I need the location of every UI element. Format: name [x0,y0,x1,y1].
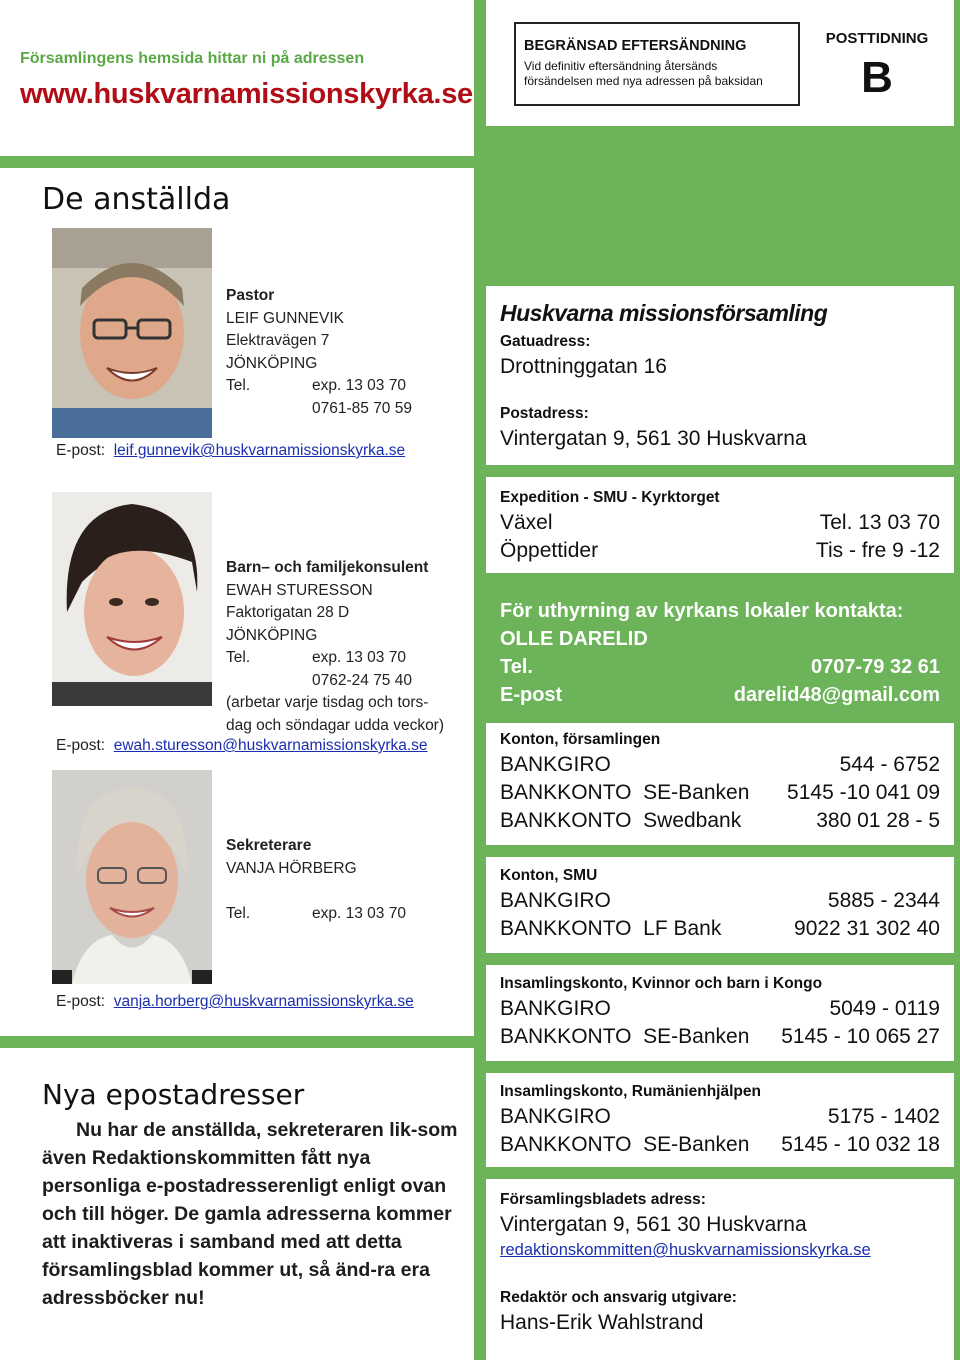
congregation-name: Huskvarna missionsförsamling [500,300,828,326]
rental-heading: För uthyrning av kyrkans lokaler kontakta: [500,600,904,622]
congregation-block [486,286,954,465]
switchboard-phone: Tel. 13 03 70 [819,511,940,534]
postage-box [800,0,954,126]
account-label: BANKKONTO LF Bank [500,917,722,940]
tel-mobile: 0761-85 70 59 [312,399,412,417]
postage-label: POSTTIDNING [825,30,929,47]
rental-email[interactable]: darelid48@gmail.com [733,684,940,706]
staff-email-row [56,442,405,460]
consultant-photo [52,492,212,706]
account-label: BANKKONTO SE-Banken [500,1133,750,1156]
tel-mobile: 0762-24 75 40 [312,671,412,689]
staff-email-link[interactable]: vanja.horberg@huskvarnamissionskyrka.se [113,993,414,1010]
tel-label: Tel. [226,649,251,666]
account-number: 9022 31 302 40 [794,917,940,940]
account-label: BANKGIRO [500,1105,611,1128]
staff-consultant [226,557,444,737]
news-title: Nya epostadresser [42,1078,305,1111]
accounts-heading: Konton, SMU [500,867,598,884]
accounts-heading: Konton, församlingen [500,731,661,748]
switchboard-label: Växel [500,511,553,534]
account-label: BANKGIRO [500,889,611,912]
staff-name: VANJA HÖRBERG [226,859,357,877]
staff-name: EWAH STURESSON [226,581,373,599]
editor-label: Redaktör och ansvarig utgivare: [500,1289,737,1306]
work-note-2: dag och söndagar udda veckor) [226,716,445,734]
street-address: Drottninggatan 16 [500,355,667,378]
account-number: 5885 - 2344 [827,889,940,912]
website-intro: Församlingens hemsida hittar ni på adressen [20,50,365,67]
staff-city: JÖNKÖPING [226,354,318,372]
account-label: BANKGIRO [500,753,611,776]
tel-label: Tel. [226,377,251,394]
divider [486,845,954,857]
newsletter-block [486,1179,954,1337]
rental-tel: 0707-79 32 61 [810,656,940,678]
accounts-romania-block [486,1073,954,1167]
account-number: 544 - 6752 [839,753,940,776]
staff-name: LEIF GUNNEVIK [226,309,344,327]
account-number: 5175 - 1402 [827,1105,940,1128]
divider-vertical [474,0,486,1360]
expedition-label: Expedition - SMU - Kyrktorget [500,489,720,506]
account-number: 5145 - 10 065 27 [781,1025,940,1048]
staff-role: Sekreterare [226,837,312,854]
staff-section-title: De anställda [42,182,231,217]
email-label: E-post: [56,737,106,754]
divider-right-edge [954,0,960,1360]
street-label: Gatuadress: [500,333,591,350]
account-label: BANKKONTO Swedbank [500,809,742,832]
newsletter-address: Vintergatan 9, 561 30 Huskvarna [500,1213,807,1236]
rental-tel-label: Tel. [500,656,533,678]
accounts-heading: Insamlingskonto, Kvinnor och barn i Kongo [500,975,823,992]
staff-city: JÖNKÖPING [226,626,318,644]
staff-role: Barn– och familjekonsulent [226,559,429,576]
staff-pastor [226,285,412,420]
info-column [486,286,954,1337]
restricted-title: BEGRÄNSAD EFTERSÄNDNING [524,38,747,54]
account-label: BANKGIRO [500,997,611,1020]
divider-middle-left [0,1036,474,1048]
divider [486,953,954,965]
postal-address: Vintergatan 9, 561 30 Huskvarna [500,427,807,450]
staff-email-link[interactable]: leif.gunnevik@huskvarnamissionskyrka.se [113,442,406,459]
rental-block [486,573,954,719]
restricted-line-1: Vid definitiv eftersändning återsänds [524,59,718,73]
account-number: 380 01 28 - 5 [816,809,940,832]
accounts-heading: Insamlingskonto, Rumänienhjälpen [500,1083,761,1100]
tel-exp: exp. 13 03 70 [312,904,406,922]
staff-role: Pastor [226,287,275,304]
newsletter-email-link[interactable]: redaktionskommitten@huskvarnamissionskyrka.se [500,1241,871,1259]
account-number: 5145 -10 041 09 [787,781,940,804]
accounts-smu-block [486,857,954,953]
opening-hours-label: Öppettider [500,539,599,562]
postage-class: B [861,53,893,102]
staff-secretary [226,835,406,925]
divider [486,1061,954,1073]
account-number: 5049 - 0119 [829,997,940,1020]
news-body: Nu har de anställda, sekreteraren lik-som även Redaktionskommitten fått nya personliga e-postadresserenligt enligt ovan och till höger. De gamla adresserna kommer att inaktiveras i samband med att detta församlingsblad kommer ut, så änd-ra era adressböcker nu! [42,1119,458,1309]
account-label: BANKKONTO SE-Banken [500,781,750,804]
secretary-photo [52,770,212,984]
divider [486,1167,954,1179]
account-number: 5145 - 10 032 18 [781,1133,940,1156]
header-green-band [486,126,960,286]
email-label: E-post: [56,993,106,1010]
rental-contact-name: OLLE DARELID [500,628,648,650]
tel-exp: exp. 13 03 70 [312,649,406,666]
newsletter-label: Församlingsbladets adress: [500,1191,706,1208]
accounts-kongo-block [486,965,954,1061]
accounts-church-block [486,723,954,845]
staff-street: Elektravägen 7 [226,332,330,349]
rental-email-label: E-post [500,684,563,706]
restricted-line-2: försändelsen med nya adressen på baksidan [524,74,763,88]
tel-exp: exp. 13 03 70 [312,377,406,394]
restricted-forwarding-box [514,22,800,106]
pastor-photo [52,228,212,438]
editor-name: Hans-Erik Wahlstrand [500,1311,704,1334]
email-label: E-post: [56,442,106,459]
staff-street: Faktorigatan 28 D [226,604,350,621]
postal-label: Postadress: [500,405,589,422]
staff-email-row [56,737,428,755]
staff-email-link[interactable]: ewah.sturesson@huskvarnamissionskyrka.se [113,737,428,754]
account-label: BANKKONTO SE-Banken [500,1025,750,1048]
tel-label: Tel. [226,904,251,922]
staff-email-row [56,993,414,1011]
opening-hours: Tis - fre 9 -12 [815,539,940,562]
expedition-block [486,477,954,573]
website-url[interactable]: www.huskvarnamissionskyrka.se [20,78,473,110]
work-note-1: (arbetar varje tisdag och tors- [226,694,429,711]
divider [486,465,954,477]
divider-top-left [0,156,474,168]
